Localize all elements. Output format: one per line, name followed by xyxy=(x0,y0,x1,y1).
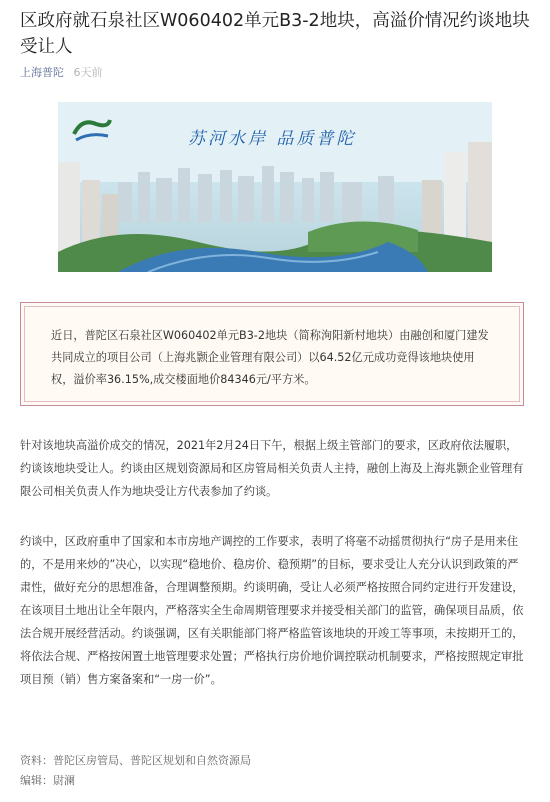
banner-image xyxy=(58,102,492,272)
editor-credit: 编辑：尉澜 xyxy=(20,774,75,787)
summary-box xyxy=(20,302,524,406)
paragraph-2: 约谈中，区政府重申了国家和本市房地产调控的工作要求，表明了将毫不动摇贯彻执行“房子是用来住的，不是用来炒的”决心，以实现“稳地价、稳房价、稳预期”的目标，要求受让人充分认识到政策的严肃性，做好充分的思想准备，合理调整预期。约谈明确，受让人必须严格按照合同约定进行开发建设，在该项目土地出让全年限内，严格落实全生命周期管理要求并接受相关部门的监管，确保项目品质，依法合规开展经营活动。约谈强调，区有关职能部门将严格监管该地块的开竣工等事项，未按期开工的，将依法合规、严格按闲置土地管理要求处置；严格执行房价地价调控联动机制要求，严格按照规定审批项目预（销）售方案备案和“一房一价”。 xyxy=(20,535,524,686)
article-meta xyxy=(20,64,103,80)
district-logo xyxy=(70,112,114,148)
paragraph-1: 针对该地块高溢价成交的情况，2021年2月24日下午，根据上级主管部门的要求，区政府依法履职，约谈该地块受让人。约谈由区规划资源局和区房管局相关负责人主持，融创上海及上海兆颢企业管理有限公司相关负责人作为地块受让方代表参加了约谈。 xyxy=(20,439,524,498)
banner-slogan: 苏河水岸 品质普陀 xyxy=(188,129,357,149)
source-credit: 资料：普陀区房管局、普陀区规划和自然资源局 xyxy=(20,754,251,767)
article-title: 区政府就石泉社区W060402单元B3-2地块，高溢价情况约谈地块受让人 xyxy=(20,11,530,57)
publish-time: 6天前 xyxy=(73,66,103,79)
account-link[interactable]: 上海普陀 xyxy=(20,66,64,79)
summary-text: 近日，普陀区石泉社区W060402单元B3-2地块（简称洵阳新村地块）由融创和厦门建发共同成立的项目公司（上海兆颢企业管理有限公司）以64.52亿元成功竞得该地块使用权，溢价率36.15%,成交楼面地价84346元/平方米。 xyxy=(51,329,489,386)
